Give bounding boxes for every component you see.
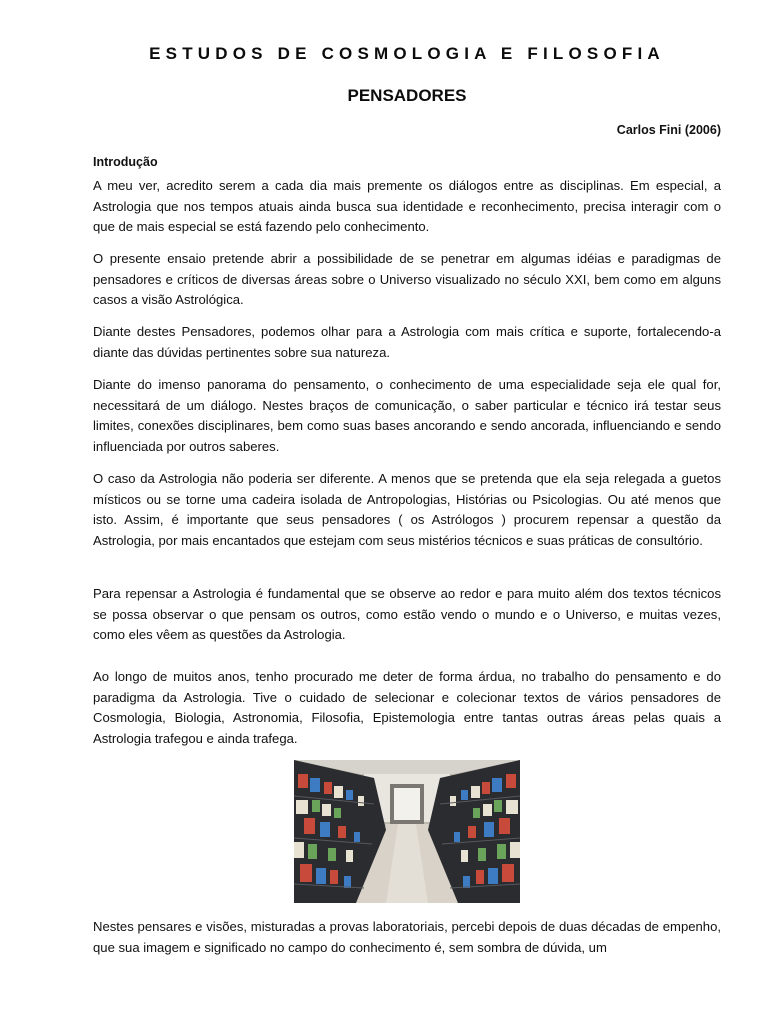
section-heading: Introdução	[93, 155, 158, 169]
paragraph-7: Ao longo de muitos anos, tenho procurado me deter de forma árdua, no trabalho do pensamento e do paradigma da Astrologia. Tive o cuidado de selecionar e colecionar textos de vários pensadores de Cosmologia, Biologia, Astronomia, Filosofia, Epistemologia entre tantas outras áreas pelas quais a Astrologia trafegou e ainda trafega.	[93, 669, 721, 747]
document-title: ESTUDOS DE COSMOLOGIA E FILOSOFIA	[149, 44, 665, 63]
paragraph-8: Nestes pensares e visões, misturadas a provas laboratoriais, percebi depois de duas décadas de empenho, que sua imagem e significado no campo do conhecimento é, sem sombra de dúvida, um	[93, 919, 721, 955]
paragraph-1: A meu ver, acredito serem a cada dia mais premente os diálogos entre as disciplinas. Em especial, a Astrologia que nos tempos atuais ainda busca sua identidade e reconhecimento, precisa interagir com o que de mais especial se está fazendo pelo conhecimento.	[93, 178, 721, 235]
paragraph-5: O caso da Astrologia não poderia ser diferente. A menos que se pretenda que ela seja relegada a guetos místicos ou se torne uma cadeira isolada de Antropologias, Histórias ou Psicologias. Ou até menos que isto. Assim, é importante que seus pensadores ( os Astrólogos ) procurem repensar a questão da Astrologia, por mais encantados que estejam com seus mistérios técnicos e suas práticas de consultório.	[93, 471, 721, 549]
document-subtitle: PENSADORES	[347, 86, 467, 105]
paragraph-2: O presente ensaio pretende abrir a possibilidade de se penetrar em algumas idéias e paradigmas de pensadores e críticos de diversas áreas sobre o Universo visualizado no século XXI, bem como em alguns casos a visão Astrológica.	[93, 251, 721, 308]
paragraph-6: Para repensar a Astrologia é fundamental que se observe ao redor e para muito além dos textos técnicos se possa observar o que pensam os outros, como estão vendo o mundo e o Universo, e muitas vezes, como eles vêem as questões da Astrologia.	[93, 586, 721, 643]
paragraph-4: Diante do imenso panorama do pensamento, o conhecimento de uma especialidade seja ele qual for, necessitará de um diálogo. Nestes braços de comunicação, o saber particular e técnico irá testar seus limites, conexões disciplinares, bem como suas bases ancorando e sendo ancorada, influenciando e sendo influenciada por outros saberes.	[93, 377, 721, 455]
paragraph-3: Diante destes Pensadores, podemos olhar para a Astrologia com mais crítica e suporte, fortalecendo-a diante das dúvidas pertinentes sobre sua natureza.	[93, 324, 721, 360]
author-line: Carlos Fini (2006)	[616, 123, 721, 137]
library-aisle-image	[294, 760, 520, 903]
